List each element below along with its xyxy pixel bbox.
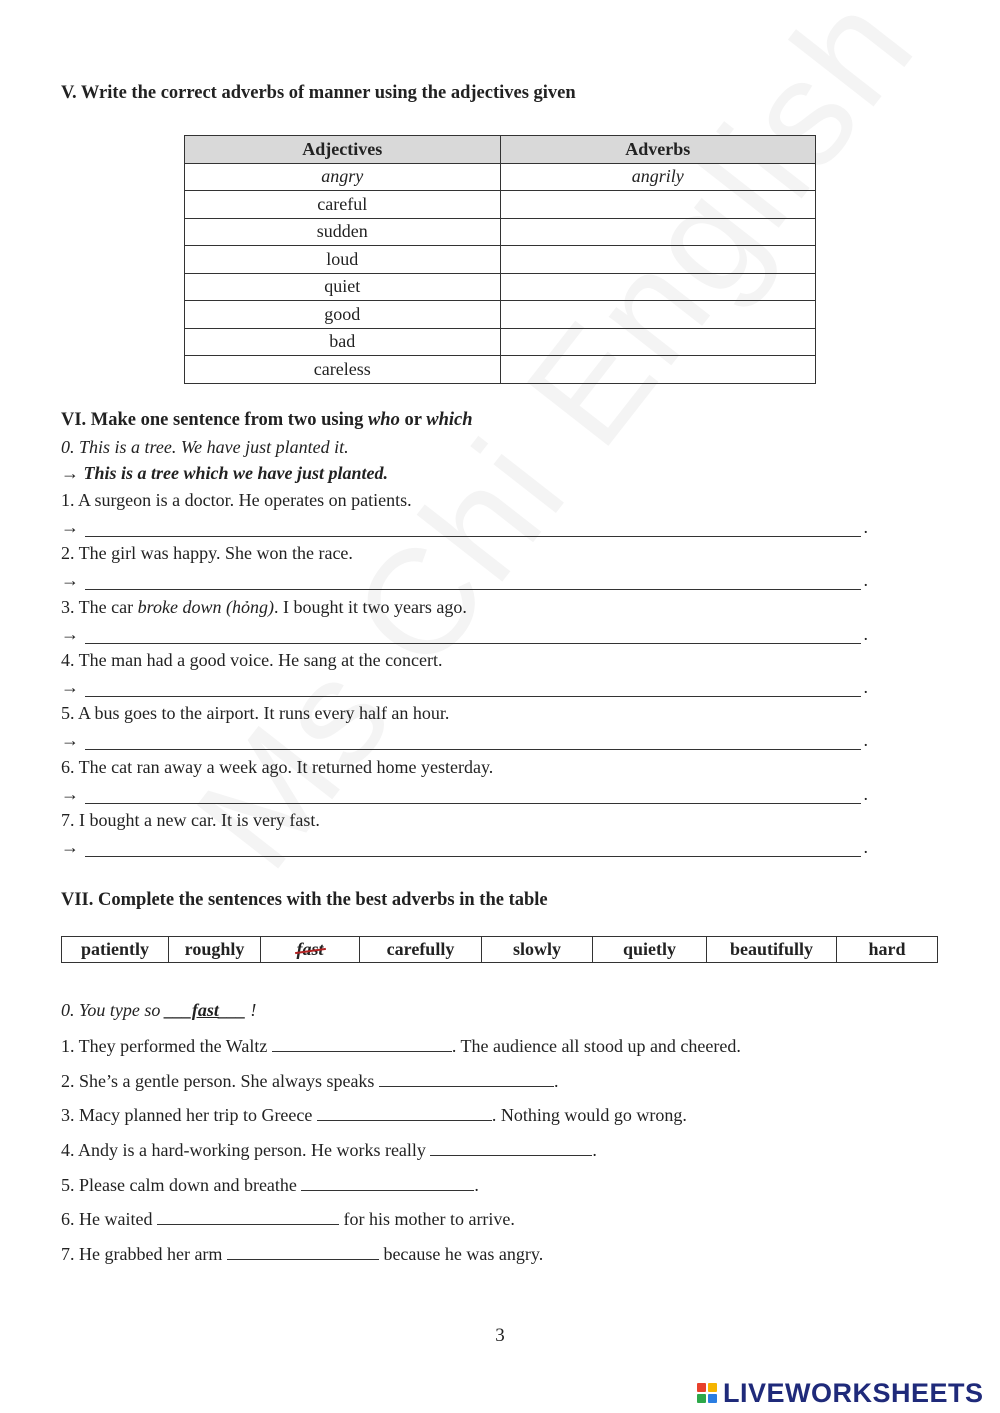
arrow-icon: → xyxy=(61,837,79,857)
answer-blank[interactable] xyxy=(85,589,861,590)
logo-text: LIVEWORKSHEETS xyxy=(723,1377,984,1408)
example-answer-text: This is a tree which we have just planted. xyxy=(83,463,389,483)
adjective-cell: good xyxy=(185,301,501,329)
adverb-answer-cell[interactable] xyxy=(500,356,816,384)
heading-text: VI. Make one sentence from two using xyxy=(61,410,368,430)
adverb-cell: angrily xyxy=(500,163,816,191)
adjective-cell: loud xyxy=(185,246,501,274)
adverb-answer-cell[interactable] xyxy=(500,191,816,219)
period: . xyxy=(863,677,868,697)
answer-line-6[interactable] xyxy=(61,784,871,806)
heading-which: which xyxy=(426,410,473,430)
sentence-1: 1. A surgeon is a doctor. He operates on patients. xyxy=(61,490,412,510)
word-bank-item: roughly xyxy=(169,937,261,963)
arrow-icon: → xyxy=(61,624,79,644)
sentence-3-end: . I bought it two years ago. xyxy=(273,597,467,617)
liveworksheets-logo[interactable] xyxy=(697,1378,984,1408)
answer-blank[interactable] xyxy=(272,1035,452,1052)
arrow-icon: → xyxy=(61,730,79,750)
sentence-text: 1. They performed the Waltz xyxy=(61,1036,272,1056)
period: . xyxy=(863,517,868,537)
period: . xyxy=(863,837,868,857)
word-bank-item: patiently xyxy=(62,937,169,963)
answer-blank[interactable] xyxy=(227,1243,379,1260)
sentence-text: . The audience all stood up and cheered. xyxy=(451,1036,741,1056)
sentence-text: . Nothing would go wrong. xyxy=(491,1105,687,1125)
example-question: 0. This is a tree. We have just planted it. xyxy=(61,437,349,457)
answer-line-2[interactable] xyxy=(61,570,871,592)
arrow-icon: → xyxy=(61,570,79,590)
answer-blank[interactable] xyxy=(157,1208,339,1225)
adjective-cell: careful xyxy=(185,191,501,219)
period: . xyxy=(863,730,868,750)
sentence-text: because he was angry. xyxy=(378,1244,544,1264)
answer-line-7[interactable] xyxy=(61,837,871,859)
table-row xyxy=(185,218,816,246)
adjective-cell: angry xyxy=(185,163,501,191)
answer-blank[interactable] xyxy=(85,536,861,537)
sentence-text: 3. Macy planned her trip to Greece xyxy=(61,1105,317,1125)
answer-blank[interactable] xyxy=(379,1070,554,1087)
example-sentence xyxy=(61,1000,256,1021)
adjective-adverb-table xyxy=(184,135,816,384)
section-5-heading: V. Write the correct adverbs of manner using the adjectives given xyxy=(61,83,576,103)
word-bank-item-used xyxy=(261,937,360,963)
word-bank-item: beautifully xyxy=(707,937,837,963)
arrow-icon: → xyxy=(61,677,79,697)
sentence-4: 4. The man had a good voice. He sang at the concert. xyxy=(61,650,443,670)
answer-blank[interactable] xyxy=(85,749,861,750)
fill-sentence-5 xyxy=(61,1174,479,1196)
section-7-heading: VII. Complete the sentences with the best adverbs in the table xyxy=(61,890,548,910)
adverb-answer-cell[interactable] xyxy=(500,301,816,329)
table-row xyxy=(185,246,816,274)
sentence-3-start: 3. The car xyxy=(61,597,138,617)
sentence-text: 4. Andy is a hard-working person. He works really xyxy=(61,1140,431,1160)
sentence-text: . xyxy=(592,1140,597,1160)
sentence-2: 2. The girl was happy. She won the race. xyxy=(61,543,353,563)
sentence-text: . xyxy=(474,1175,479,1195)
word-bank-item: quietly xyxy=(593,937,707,963)
example-blank-left: ___ xyxy=(164,1000,192,1020)
adjective-cell: sudden xyxy=(185,218,501,246)
answer-blank[interactable] xyxy=(430,1139,592,1156)
word-bank-item: slowly xyxy=(482,937,593,963)
logo-icon xyxy=(697,1383,717,1403)
sentence-text: 2. She’s a gentle person. She always speaks xyxy=(61,1071,379,1091)
sentence-6: 6. The cat ran away a week ago. It returned home yesterday. xyxy=(61,757,494,777)
heading-or: or xyxy=(399,410,427,430)
column-header-adjectives: Adjectives xyxy=(185,136,501,164)
table-row xyxy=(185,301,816,329)
adjective-cell: careless xyxy=(185,356,501,384)
answer-blank[interactable] xyxy=(85,803,861,804)
answer-blank[interactable] xyxy=(317,1104,492,1121)
answer-line-3[interactable] xyxy=(61,624,871,646)
word-bank-table xyxy=(61,936,938,963)
arrow-icon: → xyxy=(61,463,84,483)
table-row xyxy=(185,191,816,219)
sentence-5: 5. A bus goes to the airport. It runs every half an hour. xyxy=(61,703,450,723)
fill-sentence-7 xyxy=(61,1243,543,1265)
word-bank-item: hard xyxy=(837,937,938,963)
fill-sentence-6 xyxy=(61,1208,515,1230)
answer-blank[interactable] xyxy=(85,696,861,697)
adverb-answer-cell[interactable] xyxy=(500,218,816,246)
adverb-answer-cell[interactable] xyxy=(500,328,816,356)
page-number: 3 xyxy=(495,1325,505,1346)
period: . xyxy=(863,570,868,590)
adjective-cell: bad xyxy=(185,328,501,356)
example-blank-right: ___ xyxy=(218,1000,246,1020)
fill-sentence-4 xyxy=(61,1139,597,1161)
sentence-text: 5. Please calm down and breathe xyxy=(61,1175,302,1195)
column-header-adverbs: Adverbs xyxy=(500,136,816,164)
example-answer xyxy=(61,463,388,484)
answer-blank[interactable] xyxy=(85,856,861,857)
fill-sentence-2 xyxy=(61,1070,558,1092)
sentence-7: 7. I bought a new car. It is very fast. xyxy=(61,810,320,830)
heading-who: who xyxy=(367,410,400,430)
answer-line-4[interactable] xyxy=(61,677,871,699)
example-pre: 0. You type so xyxy=(61,1000,165,1020)
sentence-text: for his mother to arrive. xyxy=(338,1209,515,1229)
arrow-icon: → xyxy=(61,517,79,537)
arrow-icon: → xyxy=(61,784,79,804)
table-row xyxy=(185,356,816,384)
word-bank-item: carefully xyxy=(360,937,482,963)
answer-line-1[interactable] xyxy=(61,517,871,539)
table-row xyxy=(185,273,816,301)
table-row xyxy=(185,328,816,356)
table-row xyxy=(185,163,816,191)
period: . xyxy=(863,784,868,804)
example-post: ! xyxy=(245,1000,257,1020)
section-6-heading xyxy=(61,410,473,431)
period: . xyxy=(863,624,868,644)
sentence-text: 7. He grabbed her arm xyxy=(61,1244,227,1264)
adverb-answer-cell[interactable] xyxy=(500,246,816,274)
answer-blank[interactable] xyxy=(301,1174,474,1191)
sentence-text: 6. He waited xyxy=(61,1209,157,1229)
fill-sentence-3 xyxy=(61,1104,687,1126)
answer-line-5[interactable] xyxy=(61,730,871,752)
adverb-answer-cell[interactable] xyxy=(500,273,816,301)
sentence-text: . xyxy=(553,1071,559,1091)
answer-blank[interactable] xyxy=(85,643,861,644)
example-answer: fast xyxy=(191,1000,219,1020)
sentence-3-italic: broke down (hỏng) xyxy=(137,597,274,617)
struck-word: fast xyxy=(296,939,324,959)
fill-sentence-1 xyxy=(61,1035,741,1057)
sentence-3 xyxy=(61,597,467,618)
adjective-cell: quiet xyxy=(185,273,501,301)
